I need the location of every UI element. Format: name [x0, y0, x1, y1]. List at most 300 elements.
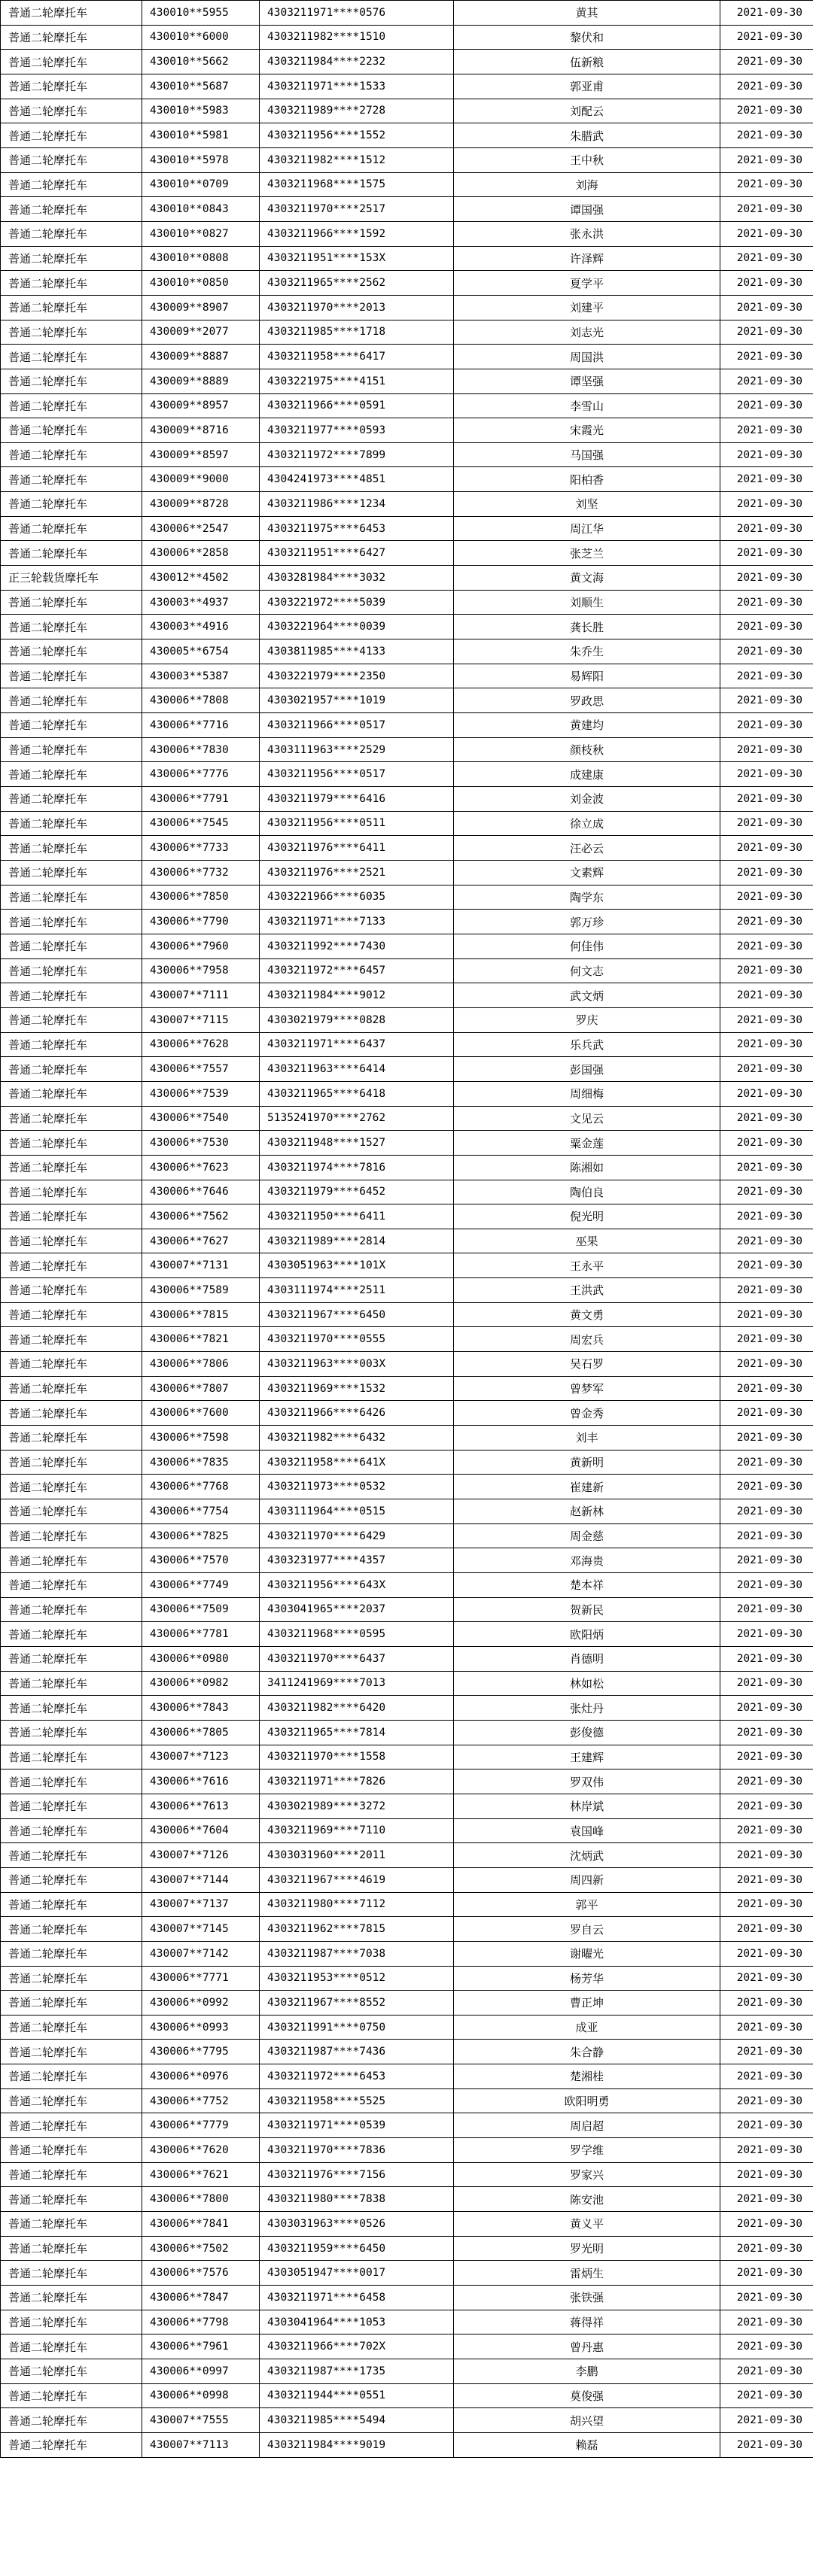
date-cell: 2021-09-30 [720, 1401, 813, 1426]
vehicle-type-cell: 普通二轮摩托车 [1, 2359, 142, 2384]
name-cell: 罗光明 [454, 2236, 720, 2261]
date-cell: 2021-09-30 [720, 442, 813, 467]
date-cell: 2021-09-30 [720, 74, 813, 99]
vehicle-type-cell: 普通二轮摩托车 [1, 123, 142, 148]
name-cell: 刘建平 [454, 295, 720, 320]
file-number-cell: 430006**7830 [142, 737, 260, 762]
date-cell: 2021-09-30 [720, 1475, 813, 1499]
table-row [1, 246, 813, 271]
name-cell: 李雪山 [454, 393, 720, 418]
id-number-cell: 4303211971****7133 [260, 910, 454, 934]
id-number-cell: 4303211951****6427 [260, 541, 454, 566]
id-number-cell: 4303211967****4619 [260, 1867, 454, 1892]
date-cell: 2021-09-30 [720, 1622, 813, 1647]
vehicle-type-cell: 普通二轮摩托车 [1, 787, 142, 812]
table-row [1, 1376, 813, 1401]
date-cell: 2021-09-30 [720, 1131, 813, 1156]
name-cell: 郭万珍 [454, 910, 720, 934]
date-cell: 2021-09-30 [720, 787, 813, 812]
id-number-cell: 4303041964****1053 [260, 2310, 454, 2334]
table-row [1, 1966, 813, 1991]
file-number-cell: 430006**7620 [142, 2138, 260, 2163]
id-number-cell: 4303211968****1575 [260, 172, 454, 197]
date-cell: 2021-09-30 [720, 1327, 813, 1352]
table-row [1, 467, 813, 492]
vehicle-type-cell: 普通二轮摩托车 [1, 1769, 142, 1794]
vehicle-type-cell: 普通二轮摩托车 [1, 1573, 142, 1598]
id-number-cell: 4303211948****1527 [260, 1131, 454, 1156]
vehicle-type-cell: 普通二轮摩托车 [1, 713, 142, 738]
file-number-cell: 430006**7576 [142, 2261, 260, 2286]
table-row [1, 369, 813, 393]
file-number-cell: 430006**7530 [142, 1131, 260, 1156]
vehicle-type-cell: 普通二轮摩托车 [1, 2261, 142, 2286]
table-row [1, 197, 813, 222]
name-cell: 崔建新 [454, 1475, 720, 1499]
table-row [1, 516, 813, 541]
name-cell: 张永洪 [454, 221, 720, 246]
vehicle-type-cell: 普通二轮摩托车 [1, 1057, 142, 1082]
vehicle-type-cell: 普通二轮摩托车 [1, 345, 142, 369]
vehicle-type-cell: 普通二轮摩托车 [1, 983, 142, 1008]
table-row [1, 1892, 813, 1917]
date-cell: 2021-09-30 [720, 2088, 813, 2113]
file-number-cell: 430006**7600 [142, 1401, 260, 1426]
file-number-cell: 430006**7627 [142, 1229, 260, 1253]
name-cell: 周金慈 [454, 1523, 720, 1548]
name-cell: 朱乔生 [454, 639, 720, 664]
table-row [1, 418, 813, 443]
date-cell: 2021-09-30 [720, 1352, 813, 1377]
vehicle-type-cell: 普通二轮摩托车 [1, 197, 142, 222]
id-number-cell: 4303211980****7112 [260, 1892, 454, 1917]
vehicle-type-cell: 普通二轮摩托车 [1, 1867, 142, 1892]
name-cell: 谭坚强 [454, 369, 720, 393]
table-row [1, 958, 813, 983]
date-cell: 2021-09-30 [720, 295, 813, 320]
file-number-cell: 430006**7781 [142, 1622, 260, 1647]
table-row [1, 345, 813, 369]
date-cell: 2021-09-30 [720, 836, 813, 861]
file-number-cell: 430012**4502 [142, 566, 260, 591]
file-number-cell: 430006**7768 [142, 1475, 260, 1499]
vehicle-type-cell: 普通二轮摩托车 [1, 418, 142, 443]
date-cell: 2021-09-30 [720, 492, 813, 517]
vehicle-type-cell: 普通二轮摩托车 [1, 1941, 142, 1966]
name-cell: 张灶丹 [454, 1696, 720, 1721]
table-row [1, 2064, 813, 2089]
table-row [1, 2187, 813, 2212]
file-number-cell: 430010**0827 [142, 221, 260, 246]
file-number-cell: 430006**7540 [142, 1106, 260, 1131]
file-number-cell: 430006**7961 [142, 2334, 260, 2359]
date-cell: 2021-09-30 [720, 393, 813, 418]
file-number-cell: 430006**7779 [142, 2113, 260, 2138]
date-cell: 2021-09-30 [720, 418, 813, 443]
vehicle-type-cell: 普通二轮摩托车 [1, 885, 142, 910]
id-number-cell: 4303221966****6035 [260, 885, 454, 910]
id-number-cell: 4303211970****1558 [260, 1745, 454, 1769]
file-number-cell: 430006**7807 [142, 1376, 260, 1401]
id-number-cell: 4303221964****0039 [260, 615, 454, 639]
name-cell: 刘坚 [454, 492, 720, 517]
table-row [1, 1302, 813, 1327]
date-cell: 2021-09-30 [720, 885, 813, 910]
id-number-cell: 4303211965****2562 [260, 271, 454, 296]
date-cell: 2021-09-30 [720, 2040, 813, 2064]
vehicle-type-cell: 普通二轮摩托车 [1, 295, 142, 320]
vehicle-type-cell: 普通二轮摩托车 [1, 2286, 142, 2310]
id-number-cell: 4303051963****101X [260, 1253, 454, 1278]
id-number-cell: 4303211966****0517 [260, 713, 454, 738]
id-number-cell: 4303211968****0595 [260, 1622, 454, 1647]
vehicle-type-cell: 普通二轮摩托车 [1, 1401, 142, 1426]
id-number-cell: 4303211976****7156 [260, 2162, 454, 2187]
id-number-cell: 4303211956****0517 [260, 762, 454, 787]
table-row [1, 1155, 813, 1180]
date-cell: 2021-09-30 [720, 811, 813, 836]
id-number-cell: 4303211972****6453 [260, 2064, 454, 2089]
id-number-cell: 4303221975****4151 [260, 369, 454, 393]
table-row [1, 1548, 813, 1573]
file-number-cell: 430010**5978 [142, 147, 260, 172]
name-cell: 黄新明 [454, 1450, 720, 1475]
id-number-cell: 4303211979****6416 [260, 787, 454, 812]
name-cell: 黄文勇 [454, 1302, 720, 1327]
date-cell: 2021-09-30 [720, 1426, 813, 1451]
id-number-cell: 4303211987****7038 [260, 1941, 454, 1966]
name-cell: 蒋得祥 [454, 2310, 720, 2334]
date-cell: 2021-09-30 [720, 1917, 813, 1942]
name-cell: 马国强 [454, 442, 720, 467]
date-cell: 2021-09-30 [720, 221, 813, 246]
vehicle-type-cell: 普通二轮摩托车 [1, 442, 142, 467]
date-cell: 2021-09-30 [720, 2138, 813, 2163]
date-cell: 2021-09-30 [720, 1376, 813, 1401]
date-cell: 2021-09-30 [720, 1204, 813, 1229]
vehicle-type-cell: 普通二轮摩托车 [1, 737, 142, 762]
table-row [1, 295, 813, 320]
date-cell: 2021-09-30 [720, 2015, 813, 2040]
date-cell: 2021-09-30 [720, 369, 813, 393]
name-cell: 阳柏香 [454, 467, 720, 492]
vehicle-type-cell: 普通二轮摩托车 [1, 1180, 142, 1204]
file-number-cell: 430010**5983 [142, 99, 260, 123]
vehicle-type-cell: 普通二轮摩托车 [1, 615, 142, 639]
date-cell: 2021-09-30 [720, 1843, 813, 1868]
table-row [1, 1204, 813, 1229]
name-cell: 王洪武 [454, 1278, 720, 1303]
date-cell: 2021-09-30 [720, 99, 813, 123]
date-cell: 2021-09-30 [720, 2408, 813, 2433]
table-row [1, 1818, 813, 1843]
name-cell: 邓海贵 [454, 1548, 720, 1573]
table-row [1, 271, 813, 296]
name-cell: 罗学维 [454, 2138, 720, 2163]
id-number-cell: 4303211987****7436 [260, 2040, 454, 2064]
file-number-cell: 430009**8728 [142, 492, 260, 517]
vehicle-type-cell: 普通二轮摩托车 [1, 1646, 142, 1671]
date-cell: 2021-09-30 [720, 271, 813, 296]
vehicle-type-cell: 普通二轮摩托车 [1, 2236, 142, 2261]
name-cell: 刘金波 [454, 787, 720, 812]
id-number-cell: 4303211987****1735 [260, 2359, 454, 2384]
id-number-cell: 4303211970****7836 [260, 2138, 454, 2163]
file-number-cell: 430007**7113 [142, 2432, 260, 2457]
id-number-cell: 4303211971****0539 [260, 2113, 454, 2138]
date-cell: 2021-09-30 [720, 197, 813, 222]
table-row [1, 1352, 813, 1377]
date-cell: 2021-09-30 [720, 25, 813, 50]
date-cell: 2021-09-30 [720, 1892, 813, 1917]
table-row [1, 221, 813, 246]
name-cell: 许泽辉 [454, 246, 720, 271]
id-number-cell: 4303021989****3272 [260, 1794, 454, 1818]
vehicle-type-cell: 普通二轮摩托车 [1, 836, 142, 861]
vehicle-type-cell: 普通二轮摩托车 [1, 2310, 142, 2334]
table-row [1, 860, 813, 885]
name-cell: 陶学东 [454, 885, 720, 910]
id-number-cell: 5135241970****2762 [260, 1106, 454, 1131]
vehicle-type-cell: 普通二轮摩托车 [1, 2064, 142, 2089]
name-cell: 陈安池 [454, 2187, 720, 2212]
id-number-cell: 4303211989****2728 [260, 99, 454, 123]
date-cell: 2021-09-30 [720, 713, 813, 738]
date-cell: 2021-09-30 [720, 910, 813, 934]
date-cell: 2021-09-30 [720, 1155, 813, 1180]
table-row [1, 2432, 813, 2457]
table-row [1, 1622, 813, 1647]
name-cell: 周细梅 [454, 1081, 720, 1106]
name-cell: 欧阳炳 [454, 1622, 720, 1647]
id-number-cell: 4303211966****0591 [260, 393, 454, 418]
name-cell: 周江华 [454, 516, 720, 541]
file-number-cell: 430006**7850 [142, 885, 260, 910]
vehicle-type-cell: 普通二轮摩托车 [1, 1253, 142, 1278]
id-number-cell: 4303211971****6458 [260, 2286, 454, 2310]
file-number-cell: 430006**7795 [142, 2040, 260, 2064]
vehicle-type-cell: 普通二轮摩托车 [1, 2088, 142, 2113]
id-number-cell: 4303811985****4133 [260, 639, 454, 664]
table-row [1, 2236, 813, 2261]
file-number-cell: 430006**7841 [142, 2212, 260, 2237]
file-number-cell: 430006**7589 [142, 1278, 260, 1303]
date-cell: 2021-09-30 [720, 1941, 813, 1966]
name-cell: 沈炳武 [454, 1843, 720, 1868]
file-number-cell: 430010**0808 [142, 246, 260, 271]
vehicle-type-cell: 普通二轮摩托车 [1, 1499, 142, 1524]
file-number-cell: 430006**7570 [142, 1548, 260, 1573]
name-cell: 刘顺生 [454, 590, 720, 615]
vehicle-type-cell: 普通二轮摩托车 [1, 147, 142, 172]
vehicle-type-cell: 普通二轮摩托车 [1, 1794, 142, 1818]
file-number-cell: 430009**8887 [142, 345, 260, 369]
date-cell: 2021-09-30 [720, 1032, 813, 1057]
name-cell: 伍新粮 [454, 50, 720, 74]
id-number-cell: 4303211970****6429 [260, 1523, 454, 1548]
vehicle-type-cell: 普通二轮摩托车 [1, 1450, 142, 1475]
file-number-cell: 430009**8889 [142, 369, 260, 393]
table-row [1, 1475, 813, 1499]
table-row [1, 1499, 813, 1524]
date-cell: 2021-09-30 [720, 50, 813, 74]
name-cell: 袁国峰 [454, 1818, 720, 1843]
name-cell: 黄其 [454, 1, 720, 26]
table-row [1, 787, 813, 812]
name-cell: 夏学平 [454, 271, 720, 296]
file-number-cell: 430007**7131 [142, 1253, 260, 1278]
id-number-cell: 4304241973****4851 [260, 467, 454, 492]
table-row [1, 762, 813, 787]
vehicle-type-cell: 普通二轮摩托车 [1, 1081, 142, 1106]
file-number-cell: 430006**7958 [142, 958, 260, 983]
file-number-cell: 430006**7806 [142, 1352, 260, 1377]
vehicle-type-cell: 普通二轮摩托车 [1, 1720, 142, 1745]
file-number-cell: 430006**7539 [142, 1081, 260, 1106]
id-number-cell: 4303211971****0576 [260, 1, 454, 26]
name-cell: 王中秋 [454, 147, 720, 172]
file-number-cell: 430006**7598 [142, 1426, 260, 1451]
file-number-cell: 430005**6754 [142, 639, 260, 664]
id-number-cell: 4303211982****1510 [260, 25, 454, 50]
name-cell: 黎伏和 [454, 25, 720, 50]
date-cell: 2021-09-30 [720, 2236, 813, 2261]
name-cell: 徐立成 [454, 811, 720, 836]
table-row [1, 1426, 813, 1451]
vehicle-type-cell: 普通二轮摩托车 [1, 1523, 142, 1548]
table-row [1, 713, 813, 738]
vehicle-type-cell: 普通二轮摩托车 [1, 2408, 142, 2433]
vehicle-type-cell: 普通二轮摩托车 [1, 1352, 142, 1377]
file-number-cell: 430006**7960 [142, 934, 260, 958]
name-cell: 楚本祥 [454, 1573, 720, 1598]
name-cell: 张铁强 [454, 2286, 720, 2310]
table-row [1, 910, 813, 934]
id-number-cell: 4303211956****1552 [260, 123, 454, 148]
vehicle-type-cell: 普通二轮摩托车 [1, 99, 142, 123]
file-number-cell: 430006**7621 [142, 2162, 260, 2187]
table-row [1, 1941, 813, 1966]
table-row [1, 664, 813, 688]
name-cell: 肖德明 [454, 1646, 720, 1671]
name-cell: 宋霞光 [454, 418, 720, 443]
table-row [1, 1106, 813, 1131]
table-row [1, 1867, 813, 1892]
name-cell: 成建康 [454, 762, 720, 787]
date-cell: 2021-09-30 [720, 2432, 813, 2457]
id-number-cell: 4303031960****2011 [260, 1843, 454, 1868]
name-cell: 吴石罗 [454, 1352, 720, 1377]
name-cell: 罗双伟 [454, 1769, 720, 1794]
id-number-cell: 4303211958****641X [260, 1450, 454, 1475]
name-cell: 周四新 [454, 1867, 720, 1892]
table-row [1, 2040, 813, 2064]
id-number-cell: 4303211967****6450 [260, 1302, 454, 1327]
file-number-cell: 430006**7562 [142, 1204, 260, 1229]
vehicle-type-cell: 普通二轮摩托车 [1, 1843, 142, 1868]
name-cell: 汪必云 [454, 836, 720, 861]
file-number-cell: 430006**7604 [142, 1818, 260, 1843]
vehicle-type-cell: 普通二轮摩托车 [1, 50, 142, 74]
vehicle-type-cell: 普通二轮摩托车 [1, 1302, 142, 1327]
name-cell: 周宏兵 [454, 1327, 720, 1352]
table-row [1, 737, 813, 762]
name-cell: 武文炳 [454, 983, 720, 1008]
vehicle-type-cell: 普通二轮摩托车 [1, 688, 142, 713]
date-cell: 2021-09-30 [720, 2113, 813, 2138]
id-number-cell: 4303211982****1512 [260, 147, 454, 172]
name-cell: 张芝兰 [454, 541, 720, 566]
vehicle-type-cell: 普通二轮摩托车 [1, 1597, 142, 1622]
file-number-cell: 430006**7798 [142, 2310, 260, 2334]
name-cell: 曾丹惠 [454, 2334, 720, 2359]
table-row [1, 99, 813, 123]
file-number-cell: 430006**7749 [142, 1573, 260, 1598]
name-cell: 楚湘桂 [454, 2064, 720, 2089]
id-number-cell: 4303281984****3032 [260, 566, 454, 591]
id-number-cell: 4303021957****1019 [260, 688, 454, 713]
id-number-cell: 4303211992****7430 [260, 934, 454, 958]
date-cell: 2021-09-30 [720, 172, 813, 197]
id-number-cell: 4303031963****0526 [260, 2212, 454, 2237]
vehicle-type-cell: 普通二轮摩托车 [1, 74, 142, 99]
date-cell: 2021-09-30 [720, 1450, 813, 1475]
file-number-cell: 430003**4916 [142, 615, 260, 639]
file-number-cell: 430006**0993 [142, 2015, 260, 2040]
file-number-cell: 430006**7502 [142, 2236, 260, 2261]
file-number-cell: 430006**7613 [142, 1794, 260, 1818]
table-row [1, 1646, 813, 1671]
name-cell: 龚长胜 [454, 615, 720, 639]
vehicle-type-cell: 普通二轮摩托车 [1, 467, 142, 492]
name-cell: 朱合静 [454, 2040, 720, 2064]
table-row [1, 492, 813, 517]
table-row [1, 2212, 813, 2237]
date-cell: 2021-09-30 [720, 246, 813, 271]
name-cell: 曹正坤 [454, 1991, 720, 2016]
vehicle-type-cell: 普通二轮摩托车 [1, 860, 142, 885]
table-row [1, 615, 813, 639]
vehicle-type-cell: 普通二轮摩托车 [1, 1204, 142, 1229]
table-row [1, 1032, 813, 1057]
id-number-cell: 4303211944****0551 [260, 2383, 454, 2408]
date-cell: 2021-09-30 [720, 2310, 813, 2334]
name-cell: 颜枝秋 [454, 737, 720, 762]
id-number-cell: 4303211969****1532 [260, 1376, 454, 1401]
date-cell: 2021-09-30 [720, 2383, 813, 2408]
vehicle-type-cell: 普通二轮摩托车 [1, 1991, 142, 2016]
vehicle-type-cell: 普通二轮摩托车 [1, 1278, 142, 1303]
file-number-cell: 430009**8907 [142, 295, 260, 320]
file-number-cell: 430006**7843 [142, 1696, 260, 1721]
table-row [1, 393, 813, 418]
date-cell: 2021-09-30 [720, 1081, 813, 1106]
table-row [1, 1450, 813, 1475]
name-cell: 王建辉 [454, 1745, 720, 1769]
table-row [1, 2310, 813, 2334]
vehicle-type-cell: 普通二轮摩托车 [1, 1671, 142, 1696]
file-number-cell: 430006**7732 [142, 860, 260, 885]
id-number-cell: 4303041965****2037 [260, 1597, 454, 1622]
date-cell: 2021-09-30 [720, 1229, 813, 1253]
table-row [1, 2138, 813, 2163]
file-number-cell: 430006**7791 [142, 787, 260, 812]
vehicle-type-cell: 普通二轮摩托车 [1, 1, 142, 26]
table-row [1, 934, 813, 958]
date-cell: 2021-09-30 [720, 2334, 813, 2359]
name-cell: 陈湘如 [454, 1155, 720, 1180]
vehicle-type-cell: 正三轮载货摩托车 [1, 566, 142, 591]
